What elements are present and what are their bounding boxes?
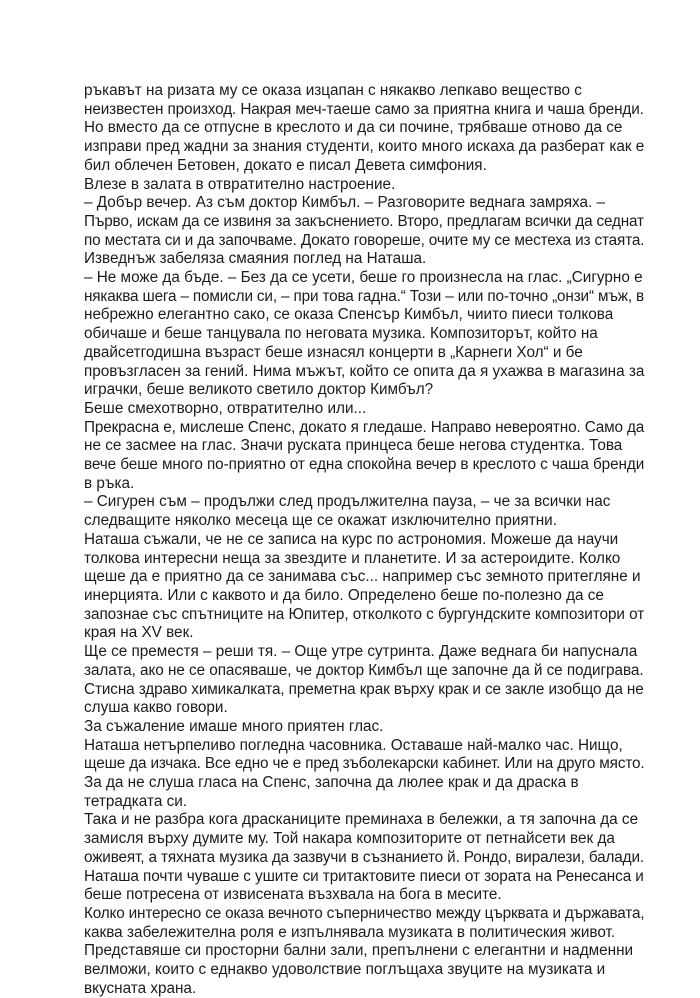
text-line: За да не слуша гласа на Спенс, започна да люлее крак и да драска в <box>84 774 579 792</box>
text-line: Първо, искам да се извиня за закъснението. Второ, предлагам всички да седнат <box>84 212 644 230</box>
text-line: играчки, беше великото светило доктор Кимбъл? <box>84 381 434 399</box>
text-line: щеше да изчака. Все едно че е пред зъболекарски кабинет. Или на друго място. <box>84 755 645 773</box>
text-line: Наташа почти чуваше с ушите си тритактовите пиеси от зората на Ренесанса и <box>84 867 644 885</box>
text-line: края на XV век. <box>84 624 194 642</box>
text-line: Наташа съжали, че не се записа на курс по астрономия. Можеше да научи <box>84 530 619 548</box>
text-line: обичаше и беше танцувала по неговата музика. Композиторът, който на <box>84 325 598 343</box>
text-line: велможи, които с еднакво удоволствие поглъщаха звуците на музиката и <box>84 961 606 979</box>
text-line: толкова интересни неща за звездите и планетите. И за астероидите. Колко <box>84 549 621 567</box>
text-line: Прекрасна е, мислеше Спенс, докато я гледаше. Направо невероятно. Само да <box>84 418 645 436</box>
text-line: вкусната храна. <box>84 979 197 997</box>
text-line: Но вместо да се отпусне в креслото и да си почине, трябваше отново да се <box>84 119 623 137</box>
text-line: Стисна здраво химикалката, преметна крак върху крак и се закле изобщо да не <box>84 680 644 698</box>
text-line: бил облечен Бетовен, докато е писал Девета симфония. <box>84 156 487 174</box>
text-line: залата, ако не се опасяваше, че доктор Кимбъл ще започне да й се подиграва. <box>84 661 644 679</box>
text-line: в ръка. <box>84 474 135 492</box>
text-line: следващите няколко месеца ще се окажат изключително приятни. <box>84 512 557 530</box>
body-text <box>84 82 644 998</box>
text-line: по местата си и да започваме. Докато говореше, очите му се местеха из стаята. <box>84 231 645 249</box>
text-line: тетрадката си. <box>84 792 188 810</box>
text-line: слуша какво говори. <box>84 699 228 717</box>
text-line: не се засмее на глас. Значи руската принцеса беше негова студентка. Това <box>84 437 623 455</box>
text-line: замисля върху думите му. Той накара композиторите от петнайсети век да <box>84 830 615 848</box>
text-line: изправи пред жадни за знания студенти, които много искаха да разберат как е <box>84 138 645 156</box>
text-line: вече беше много по-приятно от една спокойна вечер в креслото с чаша бренди <box>84 456 645 474</box>
text-line: запознае със спътниците на Юпитер, отколкото с бургундските композитори от <box>84 605 645 623</box>
text-line: Ще се преместя – реши тя. – Още утре сутринта. Даже веднага би напуснала <box>84 643 638 661</box>
text-line: За съжаление имаше много приятен глас. <box>84 717 384 735</box>
text-line: инерцията. Или с каквото и да било. Определено беше по-полезно да се <box>84 586 604 604</box>
text-line: Представяше си просторни бални зали, препълнени с елегантни и надменни <box>84 942 634 960</box>
text-line: ръкавът на ризата му се оказа изцапан с някакво лепкаво вещество с <box>84 82 582 99</box>
text-line: беше потресена от извисената възхвала на бога в месите. <box>84 886 502 904</box>
text-line: Колко интересно се оказа вечното съперничество между църквата и държавата, <box>84 904 645 922</box>
text-line: неизвестен произход. Накрая меч-таеше само за приятна книга и чаша бренди. <box>84 100 644 118</box>
text-line: каква забележителна роля е изпълнявала музиката в политическия живот. <box>84 923 616 941</box>
text-line: двайсетгодишна възраст беше изнасял концерти в „Карнеги Хол“ и бе <box>84 343 583 361</box>
text-line: Беше смехотворно, отвратително или... <box>84 399 367 417</box>
text-line: Така и не разбра кога драсканиците преминаха в бележки, а тя започна да се <box>84 811 639 829</box>
text-line: щеше да е приятно да се занимава със... например със земното притегляне и <box>84 568 641 586</box>
text-line: провъзгласен за гений. Нима мъжът, който се опита да я ухажва в магазина за <box>84 362 645 380</box>
text-line: Изведнъж забеляза смаяния поглед на Наташа. <box>84 250 427 268</box>
text-line: – Сигурен съм – продължи след продължителна пауза, – че за всички нас <box>84 493 611 511</box>
text-line: – Не може да бъде. – Без да се усети, беше го произнесла на глас. „Сигурно е <box>84 269 643 287</box>
text-line: Наташа нетърпеливо погледна часовника. Оставаше най-малко час. Нищо, <box>84 736 623 754</box>
text-line: небрежно елегантно сако, се оказа Спенсър Кимбъл, чиито пиеси толкова <box>84 306 614 324</box>
text-line: – Добър вечер. Аз съм доктор Кимбъл. – Разговорите веднага замряха. – <box>84 194 605 212</box>
text-line: оживеят, а тяхната музика да зазвучи в съзнанието й. Рондо, виралези, балади. <box>84 848 645 866</box>
text-line: някаква шега – помисли си, – при това гадна.“ Този – или по-точно „онзи“ мъж, в <box>84 287 645 305</box>
text-line: Влезе в залата в отвратително настроение. <box>84 175 396 193</box>
